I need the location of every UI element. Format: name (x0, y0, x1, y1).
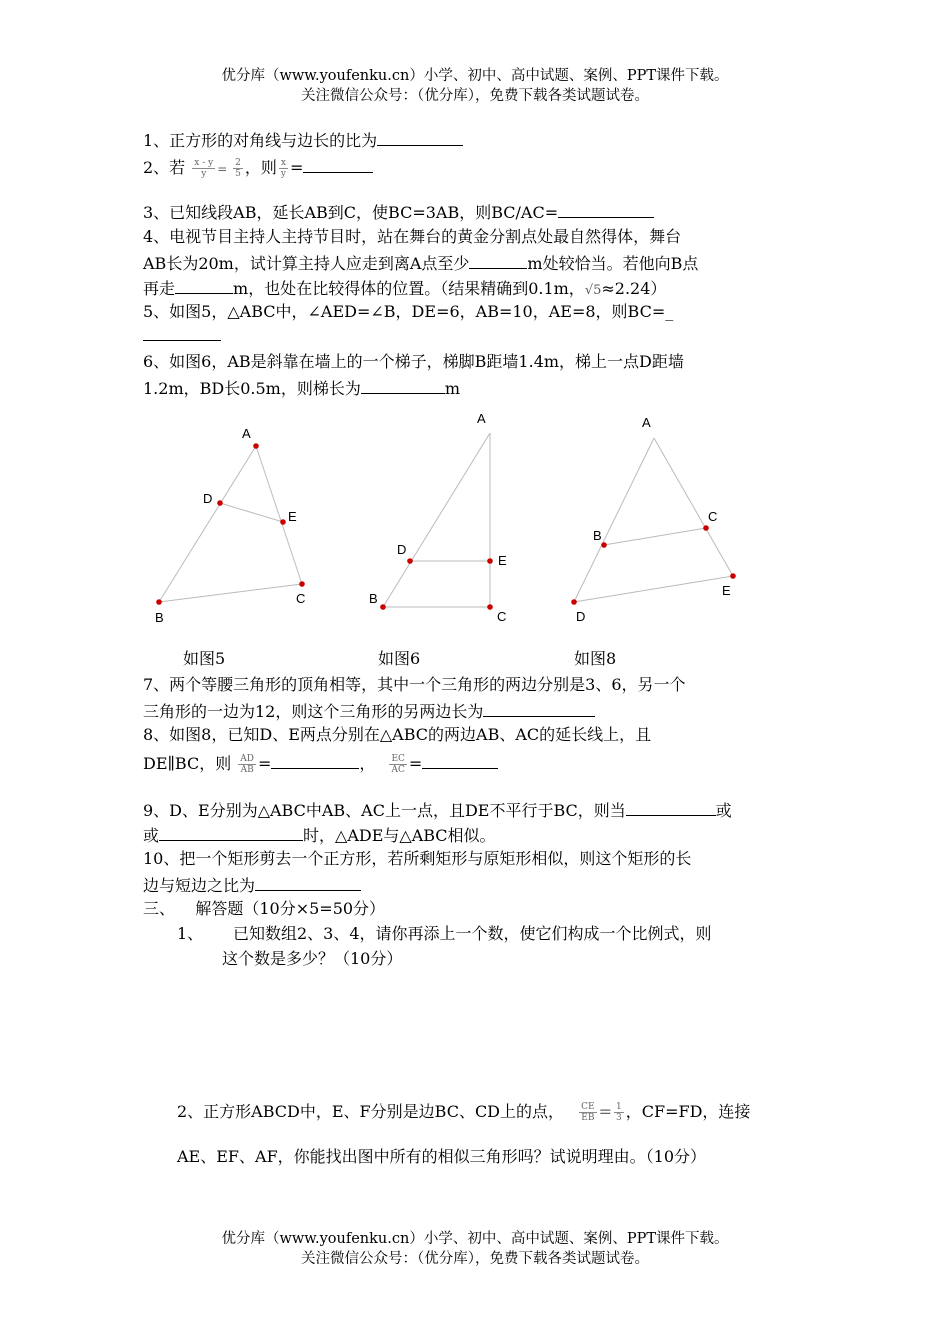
question-1 (143, 127, 463, 153)
fig6-label-d: D (397, 542, 407, 557)
q9-l1a: 9、D、E分别为△ABC中AB、AC上一点，且DE不平行于BC，则当 (143, 801, 626, 820)
fig5-label-c: C (296, 591, 306, 606)
q8-eq1: = (258, 754, 272, 773)
footer-line-1: 优分库（www.youfenku.cn）小学、初中、高中试题、案例、PPT课件下载。 (221, 1231, 729, 1247)
q2-fraction-3: $\frac{x}{y}$ (280, 158, 286, 179)
q6-l2b: m (444, 379, 460, 398)
q9-blank-2[interactable] (159, 822, 303, 841)
fig6-label-e: E (498, 553, 507, 568)
q8-fraction-ad-ab: $\frac{AD}{AB}$ (240, 754, 255, 775)
fig6-label-b: B (369, 591, 378, 606)
caption-figure-8: 如图8 (574, 649, 617, 668)
p2-eq: = (598, 1102, 612, 1121)
p2-fraction-ratio: $\frac{1}{3}$ (615, 1102, 622, 1123)
problem-1-line-1: 已知数组2、3、4，请你再添上一个数，使它们构成一个比例式，则 (233, 924, 712, 943)
q4-blank-2[interactable] (175, 275, 233, 294)
q9-l1b: 或 (715, 801, 732, 820)
q7-blank[interactable] (483, 698, 595, 717)
fig5-label-a: A (242, 426, 251, 441)
q7-l2: 三角形的一边为12，则这个三角形的另两边长为 (143, 702, 484, 721)
problem-2-line-1 (177, 1100, 750, 1124)
q6-blank[interactable] (361, 375, 445, 394)
fig5-label-b: B (155, 610, 164, 625)
q10-l2: 边与短边之比为 (143, 876, 256, 895)
question-7-line-1: 7、两个等腰三角形的顶角相等，其中一个三角形的两边分别是3、6，另一个 (143, 675, 686, 694)
q10-blank[interactable] (255, 872, 361, 891)
fig8-label-d: D (576, 609, 586, 624)
figures (0, 400, 950, 640)
question-8-line-2 (143, 750, 498, 776)
caption-figure-5: 如图5 (183, 649, 226, 668)
fig8-label-b: B (593, 528, 602, 543)
footer-line-2: 关注微信公众号：（优分库），免费下载各类试题试卷。 (301, 1251, 649, 1267)
problem-1-number: 1、 (177, 924, 204, 943)
q9-l2b: 时，△ADE与△ABC相似。 (303, 826, 496, 845)
p2-fraction-ce-eb: $\frac{CE}{EB}$ (581, 1102, 595, 1123)
q4-l3c: ≈2.24） (601, 279, 667, 298)
q3-blank[interactable] (558, 199, 654, 218)
question-4-line-2 (143, 250, 698, 276)
q2-mid: ，则 (244, 158, 277, 177)
p2-l1b: ，CF=FD，连接 (625, 1102, 751, 1121)
q9-blank-1[interactable] (626, 797, 716, 816)
question-3 (143, 199, 654, 225)
question-5-blank-line (143, 322, 221, 348)
q2-eq: = (217, 162, 232, 176)
header-line-1: 优分库（www.youfenku.cn）小学、初中、高中试题、案例、PPT课件下载。 (221, 68, 729, 84)
question-6-line-1: 6、如图6，AB是斜靠在墙上的一个梯子，梯脚B距墙1.4m，梯上一点D距墙 (143, 352, 684, 371)
fig6-label-a: A (477, 411, 486, 426)
q4-blank-1[interactable] (469, 250, 527, 269)
q4-l3a: 再走 (143, 279, 176, 298)
question-8-line-1: 8、如图8，已知D、E两点分别在△ABC的两边AB、AC的延长线上，且 (143, 725, 652, 744)
q9-l2a: 或 (143, 826, 160, 845)
q1-text: 1、正方形的对角线与边长的比为 (143, 131, 378, 150)
question-7-line-2 (143, 698, 595, 724)
question-5: 5、如图5，△ABC中，∠AED=∠B，DE=6，AB=10，AE=8，则BC=_ (143, 302, 674, 321)
question-10-line-1: 10、把一个矩形剪去一个正方形，若所剩矩形与原矩形相似，则这个矩形的长 (143, 849, 692, 868)
question-4-line-3 (143, 275, 666, 303)
fig6-label-c: C (497, 609, 507, 624)
q8-eq2: = (408, 754, 423, 773)
fig5-label-e: E (288, 509, 297, 524)
q1-blank[interactable] (377, 127, 463, 146)
header-line-2: 关注微信公众号：（优分库），免费下载各类试题试卷。 (301, 88, 649, 104)
problem-1-line-2: 这个数是多少？（10分） (222, 949, 403, 968)
question-6-line-2 (143, 375, 460, 401)
q8-fraction-ec-ac: $\frac{EC}{AC}$ (391, 754, 405, 775)
question-9-line-2 (143, 822, 496, 848)
figure-6 (369, 411, 507, 624)
q2-prefix: 2、若 (143, 158, 186, 177)
q5-blank[interactable] (143, 322, 221, 341)
fig5-label-d: D (203, 491, 213, 506)
q8-l2a: DE∥BC，则 (143, 754, 232, 773)
figure-5 (155, 426, 305, 625)
figure-8 (571, 415, 736, 624)
q3-text: 3、已知线段AB，延长AB到C，使BC=3AB，则BC/AC= (143, 203, 559, 222)
question-2 (143, 154, 373, 181)
q4-l2b: m处较恰当。若他向B点 (527, 254, 699, 273)
q4-l2a: AB长为20m，试计算主持人应走到离A点至少 (143, 254, 470, 273)
fig8-label-c: C (708, 509, 718, 524)
fig8-label-e: E (722, 583, 731, 598)
q6-l2a: 1.2m，BD长0.5m，则梯长为 (143, 379, 361, 398)
q2-fraction-2: $\frac{2}{5}$ (235, 158, 241, 179)
question-9-line-1 (143, 797, 732, 823)
q8-sep: ， (359, 754, 376, 773)
fig8-label-a: A (642, 415, 651, 430)
q4-sqrt: √5 (584, 283, 602, 298)
question-4-line-1: 4、电视节目主持人主持节目时，站在舞台的黄金分割点处最自然得体，舞台 (143, 227, 682, 246)
q2-tail: = (289, 158, 304, 177)
question-10-line-2 (143, 872, 361, 898)
q2-blank[interactable] (303, 154, 373, 173)
problem-2-line-2: AE、EF、AF，你能找出图中所有的相似三角形吗？试说明理由。（10分） (177, 1147, 707, 1166)
q4-l3b: m，也处在比较得体的位置。（结果精确到0.1m， (233, 279, 585, 298)
q8-blank-1[interactable] (271, 750, 359, 769)
caption-figure-6: 如图6 (378, 649, 421, 668)
q8-blank-2[interactable] (422, 750, 498, 769)
q2-fraction-1: $\frac{x - y}{y}$ (194, 158, 214, 179)
section-3-title: 三、 解答题（10分×5=50分） (143, 899, 386, 918)
p2-l1a: 2、正方形ABCD中，E、F分别是边BC、CD上的点， (177, 1102, 565, 1121)
